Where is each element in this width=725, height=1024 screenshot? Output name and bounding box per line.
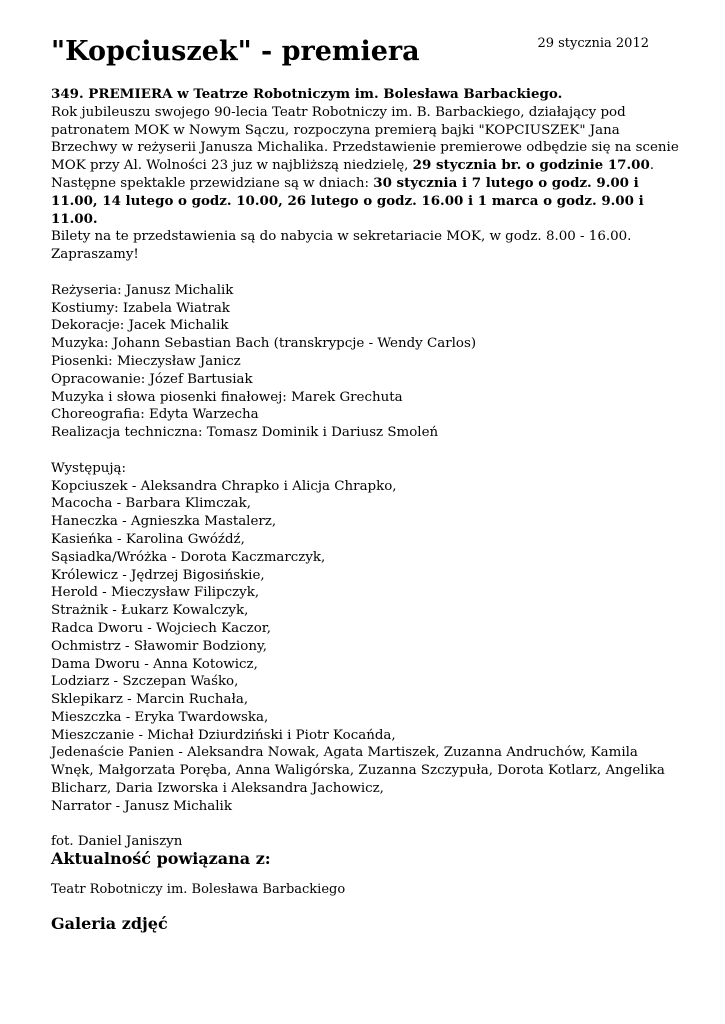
related-link[interactable]: Teatr Robotniczy im. Bolesława Barbackiego [51, 882, 346, 897]
cast-line: Jedenaście Panien - Aleksandra Nowak, Agata Martiszek, Zuzanna Andruchów, Kamila Wnęk, Małgorzata Poręba, Anna Waligórska, Zuzanna Szczypuła, Dorota Kotlarz, Angelika Blicharz, Daria Izworska i Aleksandra Jachowicz, [51, 745, 665, 797]
credit-line: Opracowanie: Józef Bartusiak [51, 371, 253, 387]
cast-line: Sąsiadka/Wróżka - Dorota Kaczmarczyk, [51, 549, 326, 565]
cast-line: Narrator - Janusz Michalik [51, 798, 232, 814]
premiere-datetime: 29 stycznia br. o godzinie 17.00 [412, 157, 650, 174]
cast-line: Radca Dworu - Wojciech Kaczor, [51, 620, 271, 636]
cast-line: Królewicz - Jędrzej Bigosińskie, [51, 567, 265, 583]
next-shows-dates: 30 stycznia i 7 lutego o godz. 9.00 i 11.00, 14 lutego o godz. 10.00, 26 lutego o godz. 16.00 i 1 marca o godz. 9.00 i 11.00. [51, 174, 644, 227]
headline-text: 349. PREMIERA w Teatrze Robotniczym im. Bolesława Barbackiego. [51, 86, 563, 102]
cast-line: Sklepikarz - Marcin Ruchała, [51, 692, 249, 708]
tickets-info: Bilety na te przedstawienia są do nabycia w sekretariacie MOK, w godz. 8.00 - 16.00. [51, 229, 632, 245]
cast-list [51, 478, 681, 816]
cast-line: Kasieńka - Karolina Gwóźdź, [51, 531, 245, 547]
cast-line: Mieszczanie - Michał Dziurdziński i Piotr Kocańda, [51, 727, 396, 743]
cast-line: Mieszczka - Eryka Twardowska, [51, 709, 269, 725]
credit-line: Choreografia: Edyta Warzecha [51, 407, 259, 423]
credit-line: Realizacja techniczna: Tomasz Dominik i Dariusz Smoleń [51, 425, 439, 441]
cast-line: Kopciuszek - Aleksandra Chrapko i Alicja Chrapko, [51, 478, 397, 494]
cast-heading: Występują: [51, 460, 127, 476]
article-headline [51, 86, 681, 104]
invite-text: Zapraszamy! [51, 247, 139, 263]
credit-line: Dekoracje: Jacek Michalik [51, 318, 229, 334]
cast-line: Macocha - Barbara Klimczak, [51, 496, 251, 512]
intro-text: Rok jubileuszu swojego 90-lecia Teatr Robotniczy im. B. Barbackiego, działający pod patronatem MOK w Nowym Sączu, rozpoczyna premierą bajki "KOPCIUSZEK" Jana Brzechwy w reżyserii Janusza Michalika. Przedstawienie premierowe odbędzie się na scenie MOK przy Al. Wolności 23 juz w najbliższą niedzielę, [51, 104, 679, 174]
cast-line: Herold - Mieczysław Filipczyk, [51, 585, 260, 601]
article-body [51, 86, 681, 851]
gallery-heading: Galeria zdjęć [51, 914, 168, 933]
cast-line: Lodziarz - Szczepan Waśko, [51, 674, 239, 690]
photo-credit: fot. Daniel Janiszyn [51, 834, 183, 850]
credit-line: Reżyseria: Janusz Michalik [51, 282, 234, 298]
credits-list [51, 282, 681, 442]
cast-line: Ochmistrz - Sławomir Bodziony, [51, 638, 268, 654]
article-paragraph [51, 104, 681, 229]
credit-line: Piosenki: Mieczysław Janicz [51, 353, 241, 369]
credit-line: Muzyka: Johann Sebastian Bach (transkrypcje - Wendy Carlos) [51, 336, 477, 352]
cast-line: Haneczka - Agnieszka Mastalerz, [51, 514, 277, 530]
credit-line: Kostiumy: Izabela Wiatrak [51, 300, 230, 316]
related-heading: Aktualność powiązana z: [51, 849, 271, 868]
cast-line: Dama Dworu - Anna Kotowicz, [51, 656, 258, 672]
credit-line: Muzyka i słowa piosenki finałowej: Marek Grechuta [51, 389, 403, 405]
cast-line: Strażnik - Łukarz Kowalczyk, [51, 603, 249, 619]
page-title: "Kopciuszek" - premiera [51, 36, 420, 67]
publication-date: 29 stycznia 2012 [537, 36, 649, 51]
next-shows-text: . Następne spektakle przewidziane są w dniach: [51, 158, 655, 191]
